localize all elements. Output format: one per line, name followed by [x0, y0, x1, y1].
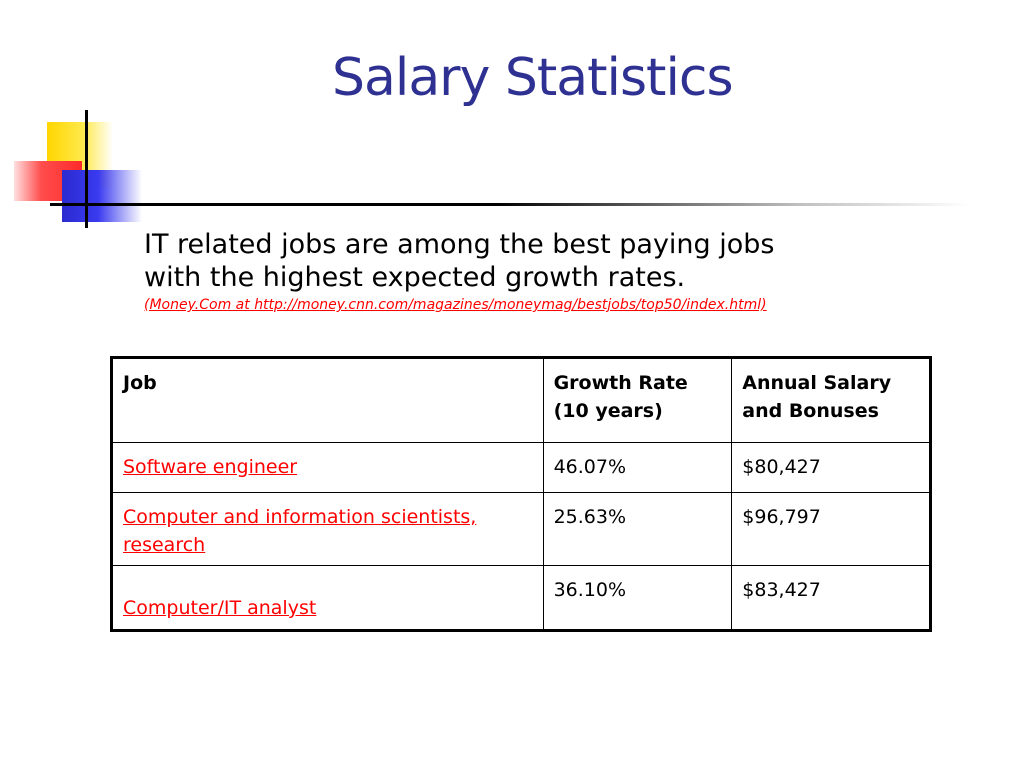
table-row [112, 443, 931, 493]
horizontal-divider-stub [50, 203, 110, 206]
intro-line-2: with the highest expected growth rates. [144, 262, 686, 293]
job-link-computer-it-analyst[interactable]: Computer/IT analyst [123, 597, 317, 619]
blue-square-decoration [62, 170, 142, 222]
header-job: Job [112, 358, 544, 443]
growth-cell: 25.63% [543, 493, 732, 566]
vertical-divider [85, 110, 88, 228]
salary-cell: $80,427 [732, 443, 931, 493]
job-cell [112, 493, 544, 566]
header-annual-salary: Annual Salary and Bonuses [732, 358, 931, 443]
table-header-row [112, 358, 931, 443]
table-row [112, 493, 931, 566]
growth-cell: 36.10% [543, 566, 732, 631]
salary-cell: $83,427 [732, 566, 931, 631]
job-link-computer-information-scientists[interactable]: Computer and information scientists, research [123, 506, 477, 556]
page-title: Salary Statistics [332, 48, 733, 108]
intro-paragraph [144, 228, 924, 314]
table-row [112, 566, 931, 631]
growth-cell: 46.07% [543, 443, 732, 493]
intro-line-1: IT related jobs are among the best paying jobs [144, 229, 775, 260]
job-link-software-engineer[interactable]: Software engineer [123, 456, 298, 478]
source-link[interactable]: (Money.Com at http://money.cnn.com/magazines/moneymag/bestjobs/top50/index.html) [144, 297, 767, 313]
title-rule [110, 203, 970, 206]
salary-cell: $96,797 [732, 493, 931, 566]
job-cell [112, 443, 544, 493]
job-cell [112, 566, 544, 631]
salary-table [110, 356, 932, 632]
header-growth-rate: Growth Rate (10 years) [543, 358, 732, 443]
